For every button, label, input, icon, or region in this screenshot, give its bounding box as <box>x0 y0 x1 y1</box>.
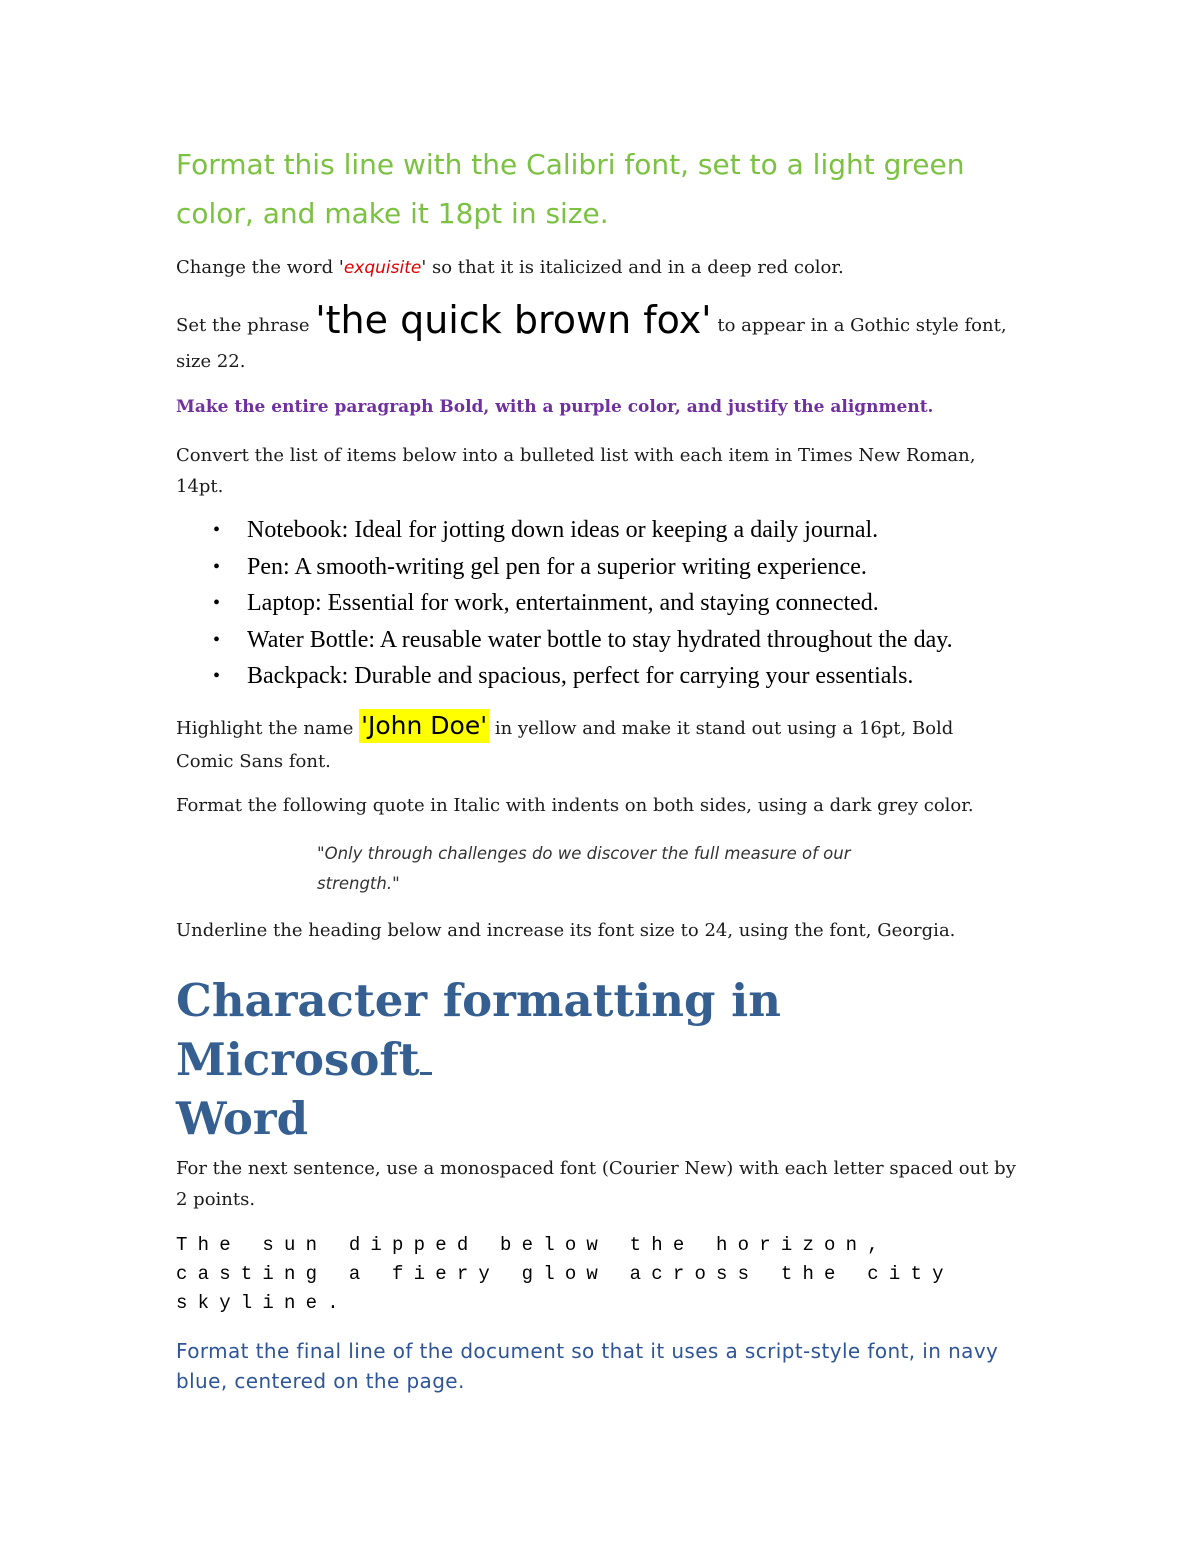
quote-intro-paragraph: Format the following quote in Italic with indents on both sides, using a dark grey color. <box>176 794 974 816</box>
john-before: Highlight the name <box>176 717 360 739</box>
john-doe-paragraph <box>176 709 1016 778</box>
exquisite-word: exquisite <box>343 258 422 278</box>
list-item-text: Pen: A smooth-writing gel pen for a superior writing experience. <box>247 553 867 580</box>
list-item-text: Notebook: Ideal for jotting down ideas or keeping a daily journal. <box>247 517 879 543</box>
bullet-icon: • <box>213 628 221 651</box>
bullet-icon: • <box>213 665 221 687</box>
fox-paragraph <box>176 298 1016 380</box>
fox-phrase: 'the quick brown fox' <box>315 298 712 342</box>
calibri-green-line: Format this line with the Calibri font, set to a light green color, and make it 18pt in size. <box>176 148 965 230</box>
list-item-text: Water Bottle: A reusable water bottle to stay hydrated throughout the day. <box>247 626 953 653</box>
list-item <box>213 622 1016 659</box>
list-intro-paragraph: Convert the list of items below into a bulleted list with each item in Times New Roman, 14pt. <box>176 445 976 497</box>
monospaced-sentence: The sun dipped below the horizon, casting a fiery glow across the city skyline. <box>176 1233 954 1314</box>
indented-quote: "Only through challenges do we discover the full measure of our strength." <box>317 843 851 893</box>
exquisite-paragraph <box>176 252 1016 284</box>
list-item <box>213 549 1016 586</box>
fox-before: Set the phrase <box>176 315 316 336</box>
bullet-icon: • <box>213 592 221 614</box>
underline-intro-paragraph: Underline the heading below and increase its font size to 24, using the font, Georgia. <box>176 919 956 941</box>
final-line: Format the final line of the document so that it uses a script-style font, in navy blue, centered on the page. <box>176 1338 999 1393</box>
exquisite-before: Change the word ' <box>176 257 344 278</box>
list-item <box>213 658 1016 695</box>
text-cursor-mark <box>420 1072 432 1075</box>
list-item <box>213 512 1016 549</box>
exquisite-after: ' so that it is italicized and in a deep red color. <box>421 257 844 278</box>
list-item-text: Backpack: Durable and spacious, perfect for carrying your essentials. <box>247 663 914 689</box>
john-doe-highlight: 'John Doe' <box>359 709 489 743</box>
fox-after: to appear in a Gothic style font, size 22. <box>176 315 1007 372</box>
list-item <box>213 585 1016 622</box>
list-item-text: Laptop: Essential for work, entertainment, and staying connected. <box>247 590 879 616</box>
bullet-icon: • <box>213 519 221 541</box>
bulleted-list <box>176 512 1016 695</box>
mono-intro-paragraph: For the next sentence, use a monospaced font (Courier New) with each letter spaced out by 2 points. <box>176 1157 1016 1210</box>
john-after: in yellow and make it stand out using a 16pt, Bold Comic Sans font. <box>176 717 954 772</box>
purple-bold-paragraph: Make the entire paragraph Bold, with a purple color, and justify the alignment. <box>176 397 934 417</box>
document-body <box>176 140 1016 1396</box>
heading: Character formatting in Microsoft Word <box>176 973 781 1145</box>
bullet-icon: • <box>213 555 221 578</box>
